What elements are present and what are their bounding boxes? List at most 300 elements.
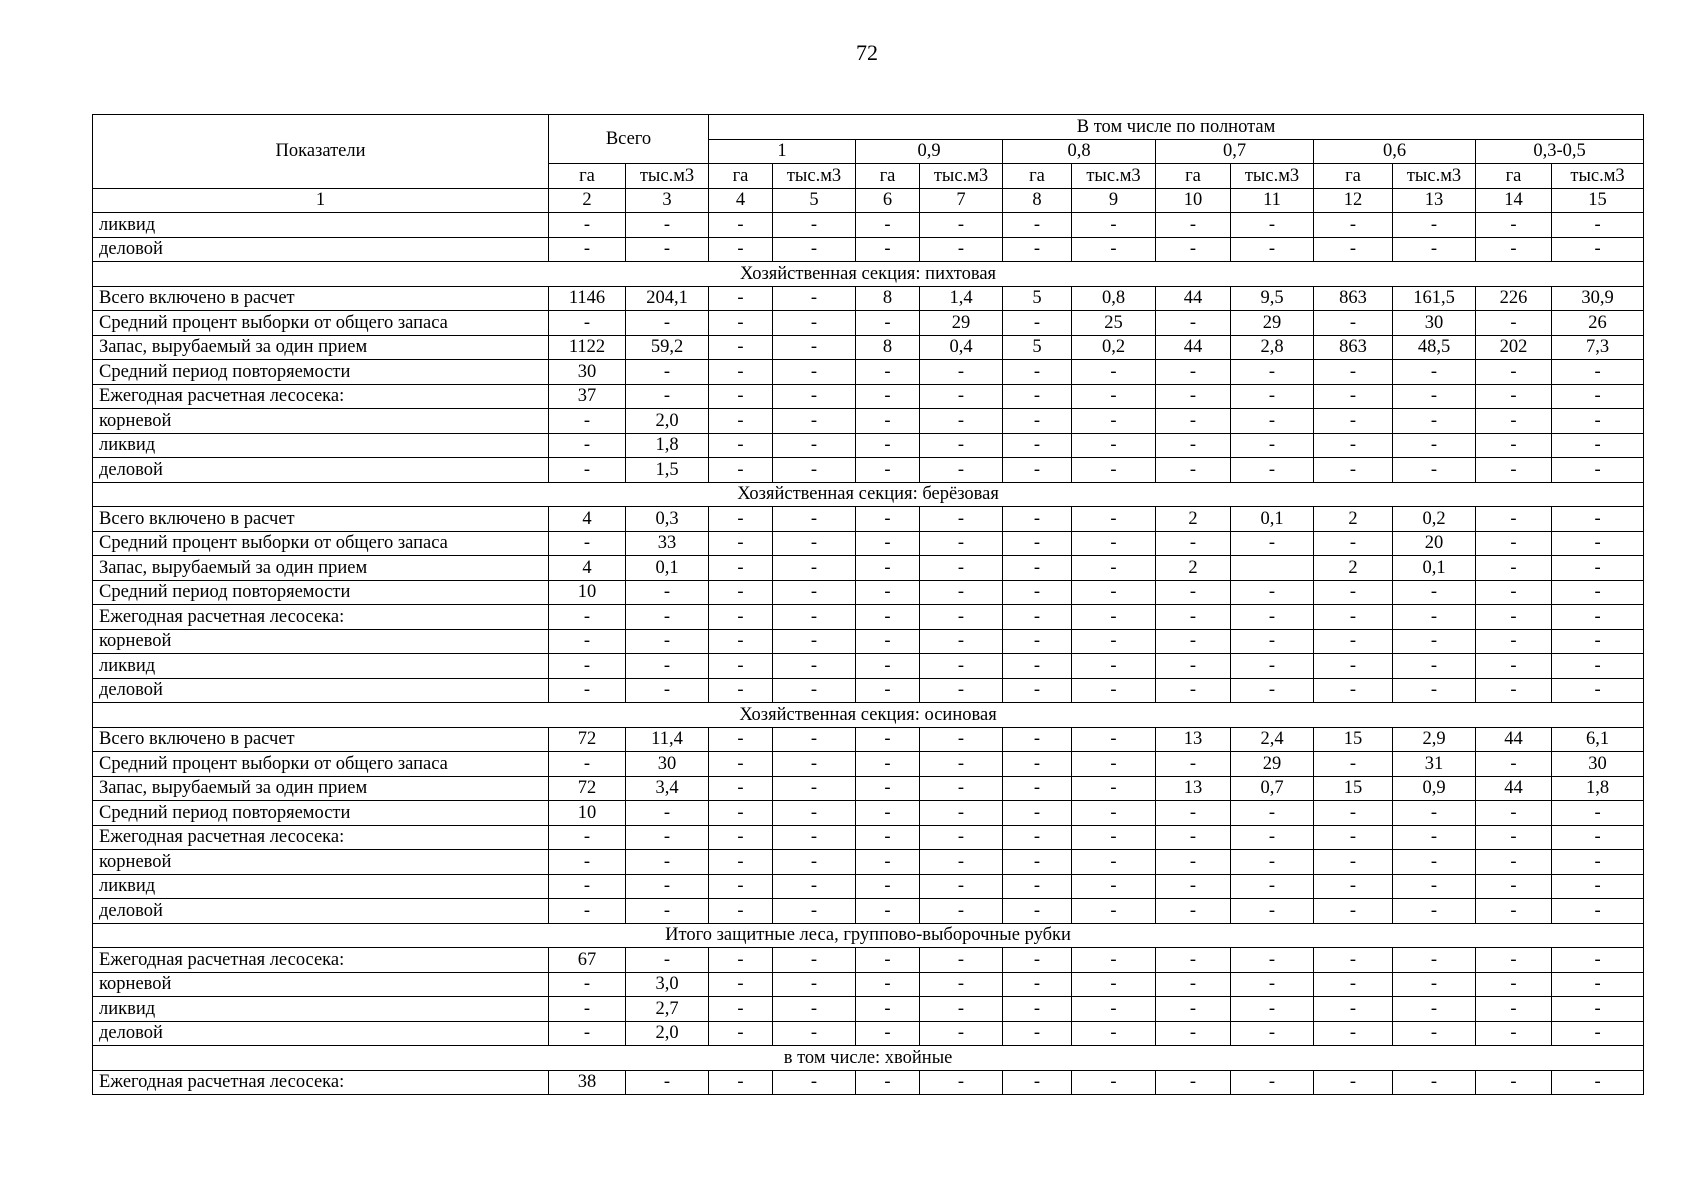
table-cell: - bbox=[709, 899, 773, 924]
table-header bbox=[93, 115, 1644, 213]
table-cell: - bbox=[1003, 531, 1072, 556]
table-cell: - bbox=[1072, 629, 1156, 654]
table-cell: - bbox=[1314, 678, 1393, 703]
table-cell: - bbox=[709, 531, 773, 556]
table-cell: - bbox=[1476, 654, 1552, 679]
table-cell: - bbox=[1476, 874, 1552, 899]
table-cell: - bbox=[1156, 409, 1231, 434]
table-cell: - bbox=[856, 850, 920, 875]
table-cell: - bbox=[773, 899, 856, 924]
row-label: Всего включено в расчет bbox=[93, 507, 549, 532]
table-cell: 44 bbox=[1476, 776, 1552, 801]
table-cell: 4 bbox=[549, 507, 626, 532]
table-cell: - bbox=[1476, 752, 1552, 777]
table-cell: - bbox=[549, 531, 626, 556]
table-cell: - bbox=[856, 752, 920, 777]
row-label: корневой bbox=[93, 629, 549, 654]
table-cell: - bbox=[1231, 997, 1314, 1022]
table-cell: - bbox=[856, 825, 920, 850]
table-cell: - bbox=[1231, 629, 1314, 654]
table-cell: - bbox=[1314, 899, 1393, 924]
table-cell: - bbox=[709, 997, 773, 1022]
column-number: 11 bbox=[1231, 188, 1314, 213]
table-row bbox=[93, 311, 1644, 336]
table-cell: - bbox=[920, 580, 1003, 605]
table-cell: - bbox=[856, 1070, 920, 1095]
table-cell: 44 bbox=[1476, 727, 1552, 752]
table-cell: - bbox=[856, 629, 920, 654]
table-cell: - bbox=[1393, 654, 1476, 679]
table-cell: - bbox=[1072, 580, 1156, 605]
table-cell: - bbox=[626, 1070, 709, 1095]
row-label: Ежегодная расчетная лесосека: bbox=[93, 825, 549, 850]
table-cell: - bbox=[920, 899, 1003, 924]
table-cell: - bbox=[856, 776, 920, 801]
table-cell: 863 bbox=[1314, 286, 1393, 311]
table-cell: - bbox=[1393, 629, 1476, 654]
table-cell: - bbox=[1231, 384, 1314, 409]
table-cell: - bbox=[1476, 458, 1552, 483]
table-row bbox=[93, 727, 1644, 752]
table-cell: - bbox=[1072, 801, 1156, 826]
table-cell: - bbox=[709, 801, 773, 826]
table-cell: - bbox=[709, 409, 773, 434]
table-cell: - bbox=[856, 874, 920, 899]
table-cell: - bbox=[856, 531, 920, 556]
table-cell: - bbox=[856, 360, 920, 385]
table-row bbox=[93, 384, 1644, 409]
table-cell: 0,3 bbox=[626, 507, 709, 532]
table-cell: - bbox=[1476, 629, 1552, 654]
table-cell: - bbox=[1552, 1070, 1644, 1095]
table-cell: - bbox=[709, 678, 773, 703]
table-cell: - bbox=[1314, 1070, 1393, 1095]
row-label: Всего включено в расчет bbox=[93, 286, 549, 311]
table-cell: - bbox=[1003, 580, 1072, 605]
table-cell: 8 bbox=[856, 286, 920, 311]
section-title: Хозяйственная секция: пихтовая bbox=[93, 262, 1644, 287]
table-cell: - bbox=[1156, 874, 1231, 899]
table-cell: - bbox=[1156, 752, 1231, 777]
table-cell: - bbox=[1231, 654, 1314, 679]
table-cell: - bbox=[1552, 874, 1644, 899]
table-cell: - bbox=[1476, 311, 1552, 336]
table-cell: - bbox=[1314, 409, 1393, 434]
table-cell: - bbox=[1393, 874, 1476, 899]
table-cell: - bbox=[1156, 997, 1231, 1022]
row-label: деловой bbox=[93, 1021, 549, 1046]
table-cell: - bbox=[1072, 654, 1156, 679]
table-cell: 0,4 bbox=[920, 335, 1003, 360]
table-cell: - bbox=[920, 654, 1003, 679]
table-cell: - bbox=[1476, 678, 1552, 703]
table-cell: - bbox=[1003, 409, 1072, 434]
table-cell: - bbox=[1072, 360, 1156, 385]
table-cell: - bbox=[709, 360, 773, 385]
table-cell: - bbox=[1072, 948, 1156, 973]
table-cell: 1146 bbox=[549, 286, 626, 311]
table-cell: 5 bbox=[1003, 335, 1072, 360]
table-cell: - bbox=[1476, 507, 1552, 532]
table-cell: - bbox=[1003, 727, 1072, 752]
table-cell: - bbox=[856, 899, 920, 924]
row-label: Средний процент выборки от общего запаса bbox=[93, 752, 549, 777]
table-cell: - bbox=[1552, 556, 1644, 581]
table-cell: - bbox=[1314, 360, 1393, 385]
table-cell: 3,0 bbox=[626, 972, 709, 997]
table-cell: - bbox=[709, 727, 773, 752]
table-cell: - bbox=[1314, 384, 1393, 409]
table-row bbox=[93, 1070, 1644, 1095]
section-title: Хозяйственная секция: берёзовая bbox=[93, 482, 1644, 507]
table-cell: - bbox=[626, 825, 709, 850]
row-label: Запас, вырубаемый за один прием bbox=[93, 556, 549, 581]
table-cell: 72 bbox=[549, 776, 626, 801]
table-cell: - bbox=[1393, 1021, 1476, 1046]
table-cell: - bbox=[709, 850, 773, 875]
table-cell: - bbox=[1003, 1070, 1072, 1095]
table-row bbox=[93, 874, 1644, 899]
table-cell: - bbox=[1476, 580, 1552, 605]
table-cell: 15 bbox=[1314, 727, 1393, 752]
column-number-row bbox=[93, 188, 1644, 213]
table-cell: - bbox=[773, 948, 856, 973]
header-density: 0,3-0,5 bbox=[1476, 139, 1644, 164]
table-cell: - bbox=[920, 237, 1003, 262]
table-cell: - bbox=[1072, 899, 1156, 924]
table-cell: 202 bbox=[1476, 335, 1552, 360]
column-number: 9 bbox=[1072, 188, 1156, 213]
table-cell: - bbox=[1476, 825, 1552, 850]
column-number: 8 bbox=[1003, 188, 1072, 213]
section-title: Итого защитные леса, группово-выборочные рубки bbox=[93, 923, 1644, 948]
table-cell: - bbox=[1231, 605, 1314, 630]
table-cell: 2 bbox=[1156, 556, 1231, 581]
column-number: 10 bbox=[1156, 188, 1231, 213]
column-number: 1 bbox=[93, 188, 549, 213]
table-cell: 1,4 bbox=[920, 286, 1003, 311]
section-header-row bbox=[93, 703, 1644, 728]
table-cell: - bbox=[920, 825, 1003, 850]
table-row bbox=[93, 997, 1644, 1022]
table-cell: - bbox=[856, 458, 920, 483]
table-cell: - bbox=[1314, 948, 1393, 973]
row-label: Ежегодная расчетная лесосека: bbox=[93, 605, 549, 630]
table-row bbox=[93, 678, 1644, 703]
column-number: 2 bbox=[549, 188, 626, 213]
table-cell: - bbox=[1003, 605, 1072, 630]
column-number: 15 bbox=[1552, 188, 1644, 213]
table-cell: - bbox=[856, 972, 920, 997]
table-cell: - bbox=[1156, 899, 1231, 924]
table-cell: - bbox=[626, 213, 709, 238]
table-cell: - bbox=[773, 752, 856, 777]
cutting-area-table bbox=[92, 114, 1644, 1095]
table-cell: - bbox=[773, 433, 856, 458]
table-cell: - bbox=[1072, 237, 1156, 262]
table-cell: 6,1 bbox=[1552, 727, 1644, 752]
table-cell: - bbox=[1231, 531, 1314, 556]
table-cell: - bbox=[549, 997, 626, 1022]
column-number: 3 bbox=[626, 188, 709, 213]
row-label: Средний период повторяемости bbox=[93, 801, 549, 826]
table-cell: - bbox=[1476, 801, 1552, 826]
table-cell: - bbox=[920, 1021, 1003, 1046]
row-label: Средний период повторяемости bbox=[93, 360, 549, 385]
table-cell: - bbox=[1156, 433, 1231, 458]
table-row bbox=[93, 825, 1644, 850]
table-cell: - bbox=[920, 458, 1003, 483]
table-cell: - bbox=[626, 678, 709, 703]
table-cell: - bbox=[1314, 752, 1393, 777]
table-cell: - bbox=[709, 286, 773, 311]
table-cell: - bbox=[1003, 899, 1072, 924]
table-cell: - bbox=[549, 237, 626, 262]
table-cell: - bbox=[773, 997, 856, 1022]
table-cell: - bbox=[709, 825, 773, 850]
table-cell: - bbox=[773, 1070, 856, 1095]
table-cell: - bbox=[1314, 654, 1393, 679]
table-cell: - bbox=[1003, 825, 1072, 850]
table-cell: - bbox=[920, 948, 1003, 973]
table-cell: - bbox=[1314, 1021, 1393, 1046]
row-label: Запас, вырубаемый за один прием bbox=[93, 776, 549, 801]
table-cell: - bbox=[1072, 874, 1156, 899]
table-row bbox=[93, 776, 1644, 801]
table-cell: 204,1 bbox=[626, 286, 709, 311]
table-cell: - bbox=[1393, 384, 1476, 409]
table-cell: - bbox=[1003, 801, 1072, 826]
table-cell: - bbox=[549, 678, 626, 703]
table-cell: 2,8 bbox=[1231, 335, 1314, 360]
row-label: ликвид bbox=[93, 874, 549, 899]
table-row bbox=[93, 507, 1644, 532]
table-cell: - bbox=[1314, 580, 1393, 605]
table-cell: 10 bbox=[549, 580, 626, 605]
row-label: деловой bbox=[93, 678, 549, 703]
table-cell: - bbox=[1003, 752, 1072, 777]
section-header-row bbox=[93, 262, 1644, 287]
table-cell: - bbox=[549, 458, 626, 483]
table-cell: - bbox=[1552, 433, 1644, 458]
table-cell: 2,9 bbox=[1393, 727, 1476, 752]
header-unit-ha: га bbox=[1003, 164, 1072, 189]
table-cell: 0,1 bbox=[1231, 507, 1314, 532]
table-cell: - bbox=[709, 335, 773, 360]
table-cell: - bbox=[773, 654, 856, 679]
table-cell: 67 bbox=[549, 948, 626, 973]
table-cell: 72 bbox=[549, 727, 626, 752]
header-unit-ha: га bbox=[1476, 164, 1552, 189]
table-cell: - bbox=[1552, 801, 1644, 826]
table-cell: - bbox=[1072, 556, 1156, 581]
table-cell: - bbox=[856, 433, 920, 458]
table-cell: - bbox=[549, 213, 626, 238]
section-title: в том числе: хвойные bbox=[93, 1046, 1644, 1071]
table-cell: - bbox=[1156, 654, 1231, 679]
table-cell: - bbox=[1314, 629, 1393, 654]
table-cell: 5 bbox=[1003, 286, 1072, 311]
table-cell: - bbox=[920, 507, 1003, 532]
header-group-title: В том числе по полнотам bbox=[709, 115, 1644, 140]
table-cell: - bbox=[920, 776, 1003, 801]
table-row bbox=[93, 801, 1644, 826]
table-row bbox=[93, 556, 1644, 581]
table-cell: - bbox=[1072, 825, 1156, 850]
header-unit-volume: тыс.м3 bbox=[626, 164, 709, 189]
table-cell: - bbox=[1072, 727, 1156, 752]
table-cell: - bbox=[773, 213, 856, 238]
table-cell: - bbox=[856, 678, 920, 703]
table-cell: 30 bbox=[626, 752, 709, 777]
table-cell: - bbox=[1003, 850, 1072, 875]
table-cell: - bbox=[1476, 237, 1552, 262]
table-cell: - bbox=[1003, 213, 1072, 238]
table-cell: - bbox=[1393, 850, 1476, 875]
header-unit-volume: тыс.м3 bbox=[1393, 164, 1476, 189]
table-cell: - bbox=[1314, 605, 1393, 630]
table-cell: - bbox=[920, 752, 1003, 777]
table-cell: - bbox=[1476, 556, 1552, 581]
table-cell: 44 bbox=[1156, 335, 1231, 360]
table-cell: - bbox=[1314, 801, 1393, 826]
table-cell: - bbox=[1552, 360, 1644, 385]
table-cell: - bbox=[773, 409, 856, 434]
table-cell: - bbox=[1003, 948, 1072, 973]
table-cell: - bbox=[773, 678, 856, 703]
table-cell: - bbox=[856, 654, 920, 679]
table-cell: - bbox=[1156, 678, 1231, 703]
table-cell: - bbox=[1231, 801, 1314, 826]
table-cell: - bbox=[856, 213, 920, 238]
table-cell: - bbox=[1156, 213, 1231, 238]
table-cell: 13 bbox=[1156, 776, 1231, 801]
header-density: 0,7 bbox=[1156, 139, 1314, 164]
table-cell: - bbox=[773, 1021, 856, 1046]
table-cell: - bbox=[1231, 360, 1314, 385]
table-cell: - bbox=[773, 874, 856, 899]
header-unit-volume: тыс.м3 bbox=[1231, 164, 1314, 189]
row-label: корневой bbox=[93, 972, 549, 997]
table-cell: - bbox=[1003, 384, 1072, 409]
table-row bbox=[93, 531, 1644, 556]
table-cell: - bbox=[773, 237, 856, 262]
table-cell: - bbox=[1314, 972, 1393, 997]
table-cell: - bbox=[920, 972, 1003, 997]
section-header-row bbox=[93, 1046, 1644, 1071]
table-cell: - bbox=[1552, 629, 1644, 654]
row-label: Средний процент выборки от общего запаса bbox=[93, 311, 549, 336]
table-cell: - bbox=[1003, 311, 1072, 336]
table-cell: - bbox=[1072, 972, 1156, 997]
table-cell: - bbox=[1156, 972, 1231, 997]
table-cell: - bbox=[1552, 458, 1644, 483]
table-cell: - bbox=[709, 874, 773, 899]
table-cell: - bbox=[1156, 237, 1231, 262]
table-cell: 0,8 bbox=[1072, 286, 1156, 311]
table-row bbox=[93, 433, 1644, 458]
table-cell: - bbox=[773, 384, 856, 409]
table-cell: - bbox=[1072, 605, 1156, 630]
table-row bbox=[93, 237, 1644, 262]
table-cell: - bbox=[1072, 850, 1156, 875]
header-unit-ha: га bbox=[1314, 164, 1393, 189]
table-cell: - bbox=[856, 507, 920, 532]
table-row bbox=[93, 1021, 1644, 1046]
table-cell: - bbox=[1156, 580, 1231, 605]
table-cell: - bbox=[1393, 678, 1476, 703]
table-cell: - bbox=[709, 580, 773, 605]
table-cell: - bbox=[1003, 433, 1072, 458]
page-number: 72 bbox=[856, 40, 878, 65]
table-cell: - bbox=[920, 678, 1003, 703]
table-cell: - bbox=[1072, 752, 1156, 777]
table-cell: 7,3 bbox=[1552, 335, 1644, 360]
table-cell: 2,7 bbox=[626, 997, 709, 1022]
table-cell: - bbox=[856, 384, 920, 409]
table-cell: - bbox=[709, 213, 773, 238]
table-cell: - bbox=[773, 458, 856, 483]
table-cell: - bbox=[1231, 433, 1314, 458]
table-cell: - bbox=[1231, 458, 1314, 483]
table-cell: 3,4 bbox=[626, 776, 709, 801]
table-cell: - bbox=[1314, 433, 1393, 458]
table-cell: - bbox=[1231, 825, 1314, 850]
table-cell: - bbox=[1156, 311, 1231, 336]
table-cell: - bbox=[1231, 972, 1314, 997]
table-cell: - bbox=[1552, 1021, 1644, 1046]
table-cell: - bbox=[709, 433, 773, 458]
table-row bbox=[93, 899, 1644, 924]
header-unit-volume: тыс.м3 bbox=[1072, 164, 1156, 189]
table-cell: - bbox=[856, 727, 920, 752]
header-unit-ha: га bbox=[709, 164, 773, 189]
table-cell: - bbox=[1003, 1021, 1072, 1046]
table-cell: - bbox=[1003, 874, 1072, 899]
table-row bbox=[93, 335, 1644, 360]
table-cell: - bbox=[1393, 409, 1476, 434]
table-cell: 30,9 bbox=[1552, 286, 1644, 311]
table-cell: - bbox=[1476, 409, 1552, 434]
table-cell: - bbox=[1156, 629, 1231, 654]
table-cell: - bbox=[773, 776, 856, 801]
table-row bbox=[93, 458, 1644, 483]
table-cell: - bbox=[1231, 678, 1314, 703]
table-cell: 8 bbox=[856, 335, 920, 360]
table-row bbox=[93, 409, 1644, 434]
table-cell: 1,8 bbox=[626, 433, 709, 458]
table-row bbox=[93, 580, 1644, 605]
table-cell: 2 bbox=[1156, 507, 1231, 532]
table-cell: - bbox=[1231, 1021, 1314, 1046]
row-label: Всего включено в расчет bbox=[93, 727, 549, 752]
table-cell: 0,2 bbox=[1393, 507, 1476, 532]
table-cell: - bbox=[1393, 213, 1476, 238]
table-cell: - bbox=[1393, 237, 1476, 262]
section-header-row bbox=[93, 482, 1644, 507]
table-cell: - bbox=[1393, 580, 1476, 605]
table-cell: - bbox=[1072, 213, 1156, 238]
row-label: ликвид bbox=[93, 433, 549, 458]
table-cell: - bbox=[1476, 213, 1552, 238]
header-unit-volume: тыс.м3 bbox=[920, 164, 1003, 189]
row-label: ликвид bbox=[93, 213, 549, 238]
table-cell: - bbox=[1072, 531, 1156, 556]
row-label: корневой bbox=[93, 850, 549, 875]
table-cell: - bbox=[1552, 972, 1644, 997]
table-cell: - bbox=[856, 948, 920, 973]
table-cell: 2 bbox=[1314, 507, 1393, 532]
